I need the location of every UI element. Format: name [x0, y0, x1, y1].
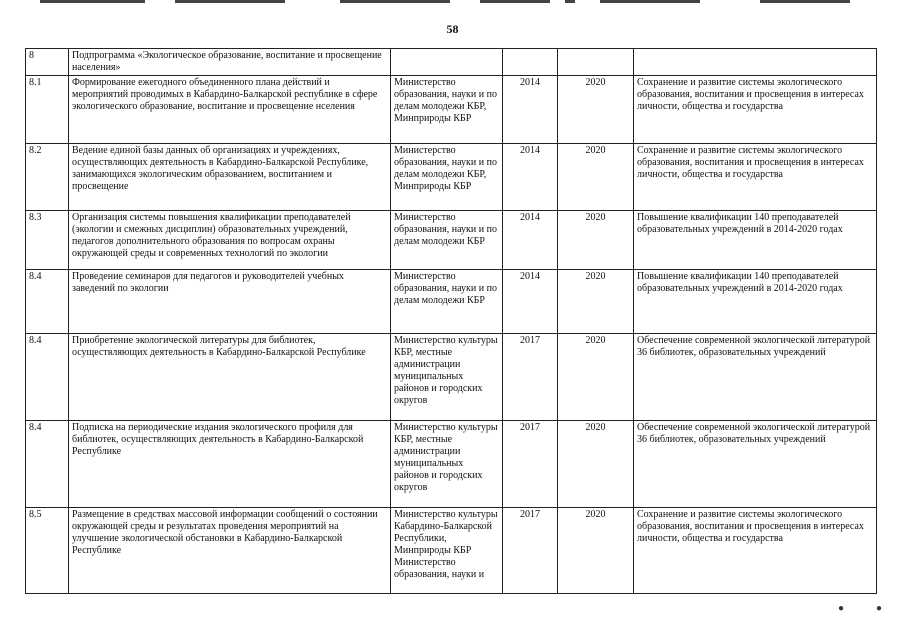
scan-artifact-line [175, 0, 285, 3]
start-year: 2014 [503, 211, 558, 270]
end-year: 2020 [558, 76, 634, 144]
responsible-executor: Министерство культуры КБР, местные администрации муниципальных районов и городских округов [391, 334, 503, 421]
responsible-executor: Министерство образования, науки и по делам молодежи КБР [391, 211, 503, 270]
end-year: 2020 [558, 421, 634, 508]
end-year: 2020 [558, 334, 634, 421]
row-number: 8.2 [26, 144, 69, 211]
expected-result [634, 49, 877, 76]
program-activities-table [25, 48, 877, 594]
table-row [26, 334, 877, 421]
expected-result: Сохранение и развитие системы экологического образования, воспитания и просвещения в интересах личности, общества и государства [634, 144, 877, 211]
responsible-executor: Министерство культуры Кабардино-Балкарской Республики, Минприроды КБР Министерство образования, науки и [391, 508, 503, 594]
start-year: 2014 [503, 144, 558, 211]
scan-speck: ● [838, 603, 845, 614]
start-year: 2014 [503, 270, 558, 334]
end-year: 2020 [558, 211, 634, 270]
responsible-executor [391, 49, 503, 76]
responsible-executor: Министерство образования, науки и по делам молодежи КБР, Минприроды КБР [391, 144, 503, 211]
row-number: 8.3 [26, 211, 69, 270]
row-number: 8.4 [26, 270, 69, 334]
scan-artifact-line [40, 0, 145, 3]
page-number: 58 [446, 22, 459, 36]
table-row [26, 144, 877, 211]
scan-speck: ● [876, 603, 883, 614]
activity-name: Приобретение экологической литературы для библиотек, осуществляющих деятельность в Кабардино-Балкарской Республике [69, 334, 391, 421]
expected-result: Сохранение и развитие системы экологического образования, воспитания и просвещения в интересах личности, общества и государства [634, 76, 877, 144]
end-year: 2020 [558, 270, 634, 334]
activity-name: Размещение в средствах массовой информации сообщений о состоянии окружающей среды и результатах проведения мероприятий на улучшение экологической обстановки в Кабардино-Балкарской Республике [69, 508, 391, 594]
end-year: 2020 [558, 144, 634, 211]
expected-result: Сохранение и развитие системы экологического образования, воспитания и просвещения в интересах личности, общества и государства [634, 508, 877, 594]
start-year: 2017 [503, 421, 558, 508]
expected-result: Обеспечение современной экологической литературой 36 библиотек, образовательных учреждений [634, 421, 877, 508]
responsible-executor: Министерство культуры КБР, местные администрации муниципальных районов и городских округов [391, 421, 503, 508]
activity-name: Подписка на периодические издания экологического профиля для библиотек, осуществляющих деятельность в Кабардино-Балкарской Республике [69, 421, 391, 508]
scan-artifact-line [760, 0, 850, 3]
responsible-executor: Министерство образования, науки и по делам молодежи КБР [391, 270, 503, 334]
row-number: 8.1 [26, 76, 69, 144]
activity-name: Ведение единой базы данных об организациях и учреждениях, осуществляющих деятельность в Кабардино-Балкарской Республике, занимающихся экологическим образованием, воспитанием и просвещение [69, 144, 391, 211]
activity-name: Формирование ежегодного объединенного плана действий и мероприятий проводимых в Кабардино-Балкарской республике в сфере экологического образование, воспитание и просвещение нселения [69, 76, 391, 144]
expected-result: Повышение квалификации 140 преподавателей образовательных учреждений в 2014-2020 годах [634, 270, 877, 334]
expected-result: Повышение квалификации 140 преподавателей образовательных учреждений в 2014-2020 годах [634, 211, 877, 270]
table-row [26, 211, 877, 270]
table-row [26, 421, 877, 508]
activity-name: Организация системы повышения квалификации преподавателей (экологии и смежных дисциплин) образовательных учреждений, педагогов дополнительного образования по вопросам охраны окружающей среды и современных технологий по экологии [69, 211, 391, 270]
row-number: 8 [26, 49, 69, 76]
scan-artifact-line [565, 0, 575, 3]
activity-name: Подпрограмма «Экологическое образование, воспитание и просвещение населения» [69, 49, 391, 76]
table-row [26, 49, 877, 76]
scan-artifact-line [600, 0, 700, 3]
responsible-executor: Министерство образования, науки и по делам молодежи КБР, Минприроды КБР [391, 76, 503, 144]
row-number: 8.5 [26, 508, 69, 594]
table-row [26, 76, 877, 144]
start-year: 2014 [503, 76, 558, 144]
end-year: 2020 [558, 508, 634, 594]
expected-result: Обеспечение современной экологической литературой 36 библиотек, образовательных учреждений [634, 334, 877, 421]
row-number: 8.4 [26, 421, 69, 508]
start-year: 2017 [503, 334, 558, 421]
table-row [26, 508, 877, 594]
start-year: 2017 [503, 508, 558, 594]
table-row [26, 270, 877, 334]
end-year [558, 49, 634, 76]
activity-name: Проведение семинаров для педагогов и руководителей учебных заведений по экологии [69, 270, 391, 334]
scan-artifact-line [340, 0, 450, 3]
start-year [503, 49, 558, 76]
scan-artifact-line [480, 0, 550, 3]
row-number: 8.4 [26, 334, 69, 421]
